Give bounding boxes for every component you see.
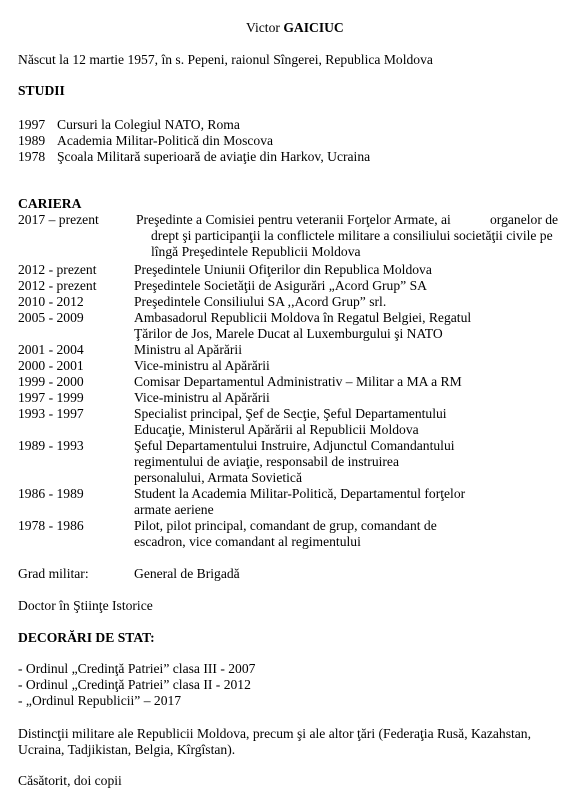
distinctions-line: Ucraina, Tadjikistan, Belgia, Kîrgîstan). (18, 742, 236, 757)
career-heading: CARIERA (18, 196, 82, 211)
career-role: Ministru al Apărării (134, 342, 242, 357)
person-name (246, 20, 344, 35)
study-text: Cursuri la Colegiul NATO, Roma (57, 117, 240, 132)
career-period: 2017 – prezent (18, 212, 99, 227)
study-year: 1997 (18, 117, 46, 132)
career-role: personalului, Armata Sovietică (134, 470, 302, 485)
career-period: 2000 - 2001 (18, 358, 84, 373)
career-period: 2001 - 2004 (18, 342, 84, 357)
career-role: lîngă Preşedintele Republicii Moldova (151, 244, 361, 259)
career-role: Specialist principal, Şef de Secţie, Şeful Departamentului (134, 406, 447, 421)
career-period: 2005 - 2009 (18, 310, 84, 325)
career-period: 1993 - 1997 (18, 406, 84, 421)
decoration-item: - Ordinul „Credinţă Patriei” clasa II - 2012 (18, 677, 251, 692)
career-role: Ţărilor de Jos, Marele Ducat al Luxemburgului şi NATO (134, 326, 443, 341)
career-role: Vice-ministru al Apărării (134, 390, 270, 405)
rank-label: Grad militar: (18, 566, 89, 581)
career-period: 1999 - 2000 (18, 374, 84, 389)
career-role: Educaţie, Ministerul Apărării al Republicii Moldova (134, 422, 419, 437)
family-status: Căsătorit, doi copii (18, 773, 122, 788)
decoration-item: - Ordinul „Credinţă Patriei” clasa III - 2007 (18, 661, 256, 676)
career-role: Preşedinte a Comisiei pentru veteranii Forţelor Armate, ai (136, 212, 451, 227)
decoration-item: - „Ordinul Republicii” – 2017 (18, 693, 182, 708)
first-name: Victor (246, 20, 280, 35)
career-role: Şeful Departamentului Instruire, Adjunctul Comandantului (134, 438, 455, 453)
study-year: 1989 (18, 133, 46, 148)
career-role: Ambasadorul Republicii Moldova în Regatul Belgiei, Regatul (134, 310, 472, 325)
study-text: Şcoala Militară superioară de aviaţie din Harkov, Ucraina (57, 149, 371, 164)
career-role: armate aeriene (134, 502, 214, 517)
career-period: 2010 - 2012 (18, 294, 84, 309)
doctorate: Doctor în Ştiinţe Istorice (18, 598, 153, 613)
career-period: 1997 - 1999 (18, 390, 84, 405)
last-name: GAICIUC (283, 20, 344, 35)
career-period: 1989 - 1993 (18, 438, 84, 453)
career-role: escadron, vice comandant al regimentului (134, 534, 361, 549)
studies-heading: STUDII (18, 83, 65, 98)
career-role: regimentului de aviaţie, responsabil de instruirea (134, 454, 399, 469)
rank-value: General de Brigadă (134, 566, 240, 581)
career-period: 1986 - 1989 (18, 486, 84, 501)
birth-info: Născut la 12 martie 1957, în s. Pepeni, raionul Sîngerei, Republica Moldova (18, 52, 433, 67)
distinctions-line: Distincţii militare ale Republicii Moldova, precum şi ale altor ţări (Federaţia Rusă, Kazahstan, (18, 726, 532, 741)
study-text: Academia Militar-Politică din Moscova (57, 133, 274, 148)
decorations-heading: DECORĂRI DE STAT: (18, 630, 155, 645)
career-role: Vice-ministru al Apărării (134, 358, 270, 373)
career-role: organelor de (490, 212, 559, 227)
career-period: 1978 - 1986 (18, 518, 84, 533)
career-role: Preşedintele Consiliului SA ,,Acord Grup” srl. (134, 294, 387, 309)
career-role: drept şi participanţii la conflictele militare a consiliului societăţii civile pe (151, 228, 553, 243)
study-year: 1978 (18, 149, 46, 164)
career-period: 2012 - prezent (18, 278, 97, 293)
career-period: 2012 - prezent (18, 262, 97, 277)
career-role: Pilot, pilot principal, comandant de grup, comandant de (134, 518, 437, 533)
career-role: Preşedintele Uniunii Ofiţerilor din Republica Moldova (134, 262, 432, 277)
career-role: Student la Academia Militar-Politică, Departamentul forţelor (134, 486, 466, 501)
career-role: Preşedintele Societăţii de Asigurări „Acord Grup” SA (134, 278, 427, 293)
career-role: Comisar Departamentul Administrativ – Militar a MA a RM (134, 374, 462, 389)
